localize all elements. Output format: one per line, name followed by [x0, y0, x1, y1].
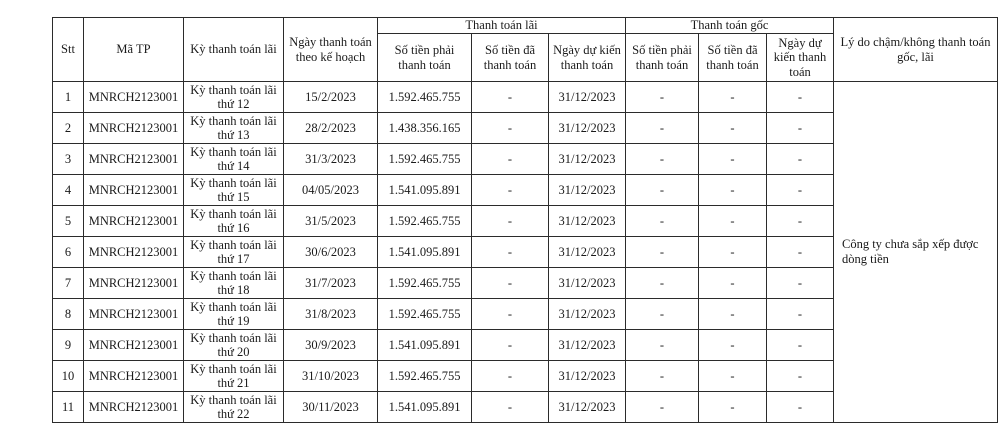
cell-goc-so-tien-da: - [699, 175, 767, 206]
cell-lai-ngay-du-kien: 31/12/2023 [549, 361, 626, 392]
cell-lai-so-tien-da: - [472, 330, 549, 361]
cell-ngay-ke-hoach: 30/6/2023 [284, 237, 378, 268]
cell-lai-ngay-du-kien: 31/12/2023 [549, 82, 626, 113]
cell-ma-tp: MNRCH2123001 [84, 330, 184, 361]
cell-lai-so-tien-phai: 1.438.356.165 [378, 113, 472, 144]
cell-goc-so-tien-phai: - [626, 361, 699, 392]
cell-ky-thanh-toan: Kỳ thanh toán lãi thứ 13 [184, 113, 284, 144]
cell-lai-ngay-du-kien: 31/12/2023 [549, 175, 626, 206]
header-ly-do: Lý do chậm/không thanh toán gốc, lãi [834, 18, 998, 82]
cell-ngay-ke-hoach: 30/9/2023 [284, 330, 378, 361]
header-lai-so-tien-phai: Số tiền phải thanh toán [378, 34, 472, 82]
cell-ngay-ke-hoach: 30/11/2023 [284, 392, 378, 423]
cell-goc-ngay-du-kien: - [767, 175, 834, 206]
cell-lai-ngay-du-kien: 31/12/2023 [549, 113, 626, 144]
cell-lai-ngay-du-kien: 31/12/2023 [549, 299, 626, 330]
cell-goc-so-tien-phai: - [626, 144, 699, 175]
cell-goc-so-tien-phai: - [626, 82, 699, 113]
cell-lai-so-tien-da: - [472, 299, 549, 330]
cell-ngay-ke-hoach: 28/2/2023 [284, 113, 378, 144]
cell-ky-thanh-toan: Kỳ thanh toán lãi thứ 14 [184, 144, 284, 175]
cell-lai-so-tien-phai: 1.592.465.755 [378, 144, 472, 175]
cell-ky-thanh-toan: Kỳ thanh toán lãi thứ 12 [184, 82, 284, 113]
cell-lai-so-tien-phai: 1.541.095.891 [378, 175, 472, 206]
cell-stt: 11 [53, 392, 84, 423]
cell-stt: 4 [53, 175, 84, 206]
cell-ky-thanh-toan: Kỳ thanh toán lãi thứ 17 [184, 237, 284, 268]
header-ma-tp: Mã TP [84, 18, 184, 82]
cell-goc-so-tien-da: - [699, 144, 767, 175]
cell-lai-so-tien-phai: 1.541.095.891 [378, 330, 472, 361]
cell-ma-tp: MNRCH2123001 [84, 144, 184, 175]
cell-lai-so-tien-phai: 1.592.465.755 [378, 268, 472, 299]
table-body [53, 82, 998, 423]
cell-lai-so-tien-phai: 1.592.465.755 [378, 206, 472, 237]
cell-goc-so-tien-da: - [699, 361, 767, 392]
cell-ngay-ke-hoach: 15/2/2023 [284, 82, 378, 113]
payment-schedule-table [52, 17, 998, 423]
cell-ma-tp: MNRCH2123001 [84, 113, 184, 144]
cell-goc-ngay-du-kien: - [767, 237, 834, 268]
cell-stt: 10 [53, 361, 84, 392]
cell-ky-thanh-toan: Kỳ thanh toán lãi thứ 22 [184, 392, 284, 423]
cell-stt: 9 [53, 330, 84, 361]
cell-stt: 5 [53, 206, 84, 237]
cell-ky-thanh-toan: Kỳ thanh toán lãi thứ 20 [184, 330, 284, 361]
cell-ngay-ke-hoach: 04/05/2023 [284, 175, 378, 206]
cell-ngay-ke-hoach: 31/3/2023 [284, 144, 378, 175]
cell-lai-ngay-du-kien: 31/12/2023 [549, 144, 626, 175]
header-ngay-ke-hoach: Ngày thanh toán theo kế hoạch [284, 18, 378, 82]
cell-lai-so-tien-da: - [472, 361, 549, 392]
cell-goc-so-tien-phai: - [626, 237, 699, 268]
cell-lai-ngay-du-kien: 31/12/2023 [549, 206, 626, 237]
cell-goc-so-tien-phai: - [626, 206, 699, 237]
header-group-thanh-toan-goc: Thanh toán gốc [626, 18, 834, 34]
header-goc-so-tien-da: Số tiền đã thanh toán [699, 34, 767, 82]
header-goc-so-tien-phai: Số tiền phải thanh toán [626, 34, 699, 82]
cell-lai-so-tien-phai: 1.541.095.891 [378, 237, 472, 268]
cell-goc-so-tien-phai: - [626, 175, 699, 206]
cell-ma-tp: MNRCH2123001 [84, 175, 184, 206]
cell-lai-so-tien-da: - [472, 392, 549, 423]
cell-lai-ngay-du-kien: 31/12/2023 [549, 237, 626, 268]
cell-lai-so-tien-da: - [472, 82, 549, 113]
cell-goc-so-tien-da: - [699, 330, 767, 361]
cell-goc-so-tien-phai: - [626, 113, 699, 144]
cell-goc-ngay-du-kien: - [767, 268, 834, 299]
cell-ky-thanh-toan: Kỳ thanh toán lãi thứ 15 [184, 175, 284, 206]
cell-lai-so-tien-da: - [472, 144, 549, 175]
cell-ma-tp: MNRCH2123001 [84, 82, 184, 113]
cell-ma-tp: MNRCH2123001 [84, 206, 184, 237]
cell-ngay-ke-hoach: 31/10/2023 [284, 361, 378, 392]
cell-goc-so-tien-phai: - [626, 392, 699, 423]
cell-lai-so-tien-phai: 1.592.465.755 [378, 361, 472, 392]
cell-goc-ngay-du-kien: - [767, 206, 834, 237]
cell-lai-so-tien-phai: 1.592.465.755 [378, 82, 472, 113]
header-group-thanh-toan-lai: Thanh toán lãi [378, 18, 626, 34]
payment-schedule-document [52, 17, 998, 423]
cell-goc-so-tien-da: - [699, 82, 767, 113]
cell-goc-so-tien-da: - [699, 206, 767, 237]
cell-goc-ngay-du-kien: - [767, 330, 834, 361]
cell-ly-do: Công ty chưa sắp xếp được dòng tiền [834, 82, 998, 423]
cell-goc-so-tien-da: - [699, 113, 767, 144]
header-goc-ngay-du-kien: Ngày dự kiến thanh toán [767, 34, 834, 82]
table-header [53, 18, 998, 82]
header-stt: Stt [53, 18, 84, 82]
cell-ngay-ke-hoach: 31/7/2023 [284, 268, 378, 299]
cell-goc-ngay-du-kien: - [767, 144, 834, 175]
cell-lai-so-tien-da: - [472, 113, 549, 144]
cell-goc-so-tien-da: - [699, 268, 767, 299]
cell-ky-thanh-toan: Kỳ thanh toán lãi thứ 16 [184, 206, 284, 237]
cell-goc-ngay-du-kien: - [767, 392, 834, 423]
cell-lai-ngay-du-kien: 31/12/2023 [549, 330, 626, 361]
cell-stt: 3 [53, 144, 84, 175]
cell-goc-ngay-du-kien: - [767, 299, 834, 330]
cell-lai-so-tien-da: - [472, 268, 549, 299]
header-lai-so-tien-da: Số tiền đã thanh toán [472, 34, 549, 82]
cell-goc-ngay-du-kien: - [767, 82, 834, 113]
cell-goc-ngay-du-kien: - [767, 361, 834, 392]
header-ky-thanh-toan: Kỳ thanh toán lãi [184, 18, 284, 82]
cell-ngay-ke-hoach: 31/5/2023 [284, 206, 378, 237]
cell-goc-so-tien-da: - [699, 392, 767, 423]
cell-goc-so-tien-phai: - [626, 299, 699, 330]
cell-goc-so-tien-da: - [699, 299, 767, 330]
cell-ky-thanh-toan: Kỳ thanh toán lãi thứ 18 [184, 268, 284, 299]
cell-lai-ngay-du-kien: 31/12/2023 [549, 268, 626, 299]
cell-ma-tp: MNRCH2123001 [84, 392, 184, 423]
cell-goc-so-tien-phai: - [626, 268, 699, 299]
cell-ky-thanh-toan: Kỳ thanh toán lãi thứ 21 [184, 361, 284, 392]
cell-lai-so-tien-da: - [472, 175, 549, 206]
cell-lai-so-tien-phai: 1.592.465.755 [378, 299, 472, 330]
cell-ma-tp: MNRCH2123001 [84, 237, 184, 268]
cell-ma-tp: MNRCH2123001 [84, 268, 184, 299]
cell-lai-so-tien-da: - [472, 206, 549, 237]
cell-stt: 7 [53, 268, 84, 299]
cell-stt: 2 [53, 113, 84, 144]
cell-goc-ngay-du-kien: - [767, 113, 834, 144]
header-lai-ngay-du-kien: Ngày dự kiến thanh toán [549, 34, 626, 82]
cell-goc-so-tien-phai: - [626, 330, 699, 361]
table-row [53, 82, 998, 113]
cell-goc-so-tien-da: - [699, 237, 767, 268]
cell-ky-thanh-toan: Kỳ thanh toán lãi thứ 19 [184, 299, 284, 330]
cell-stt: 8 [53, 299, 84, 330]
cell-ma-tp: MNRCH2123001 [84, 361, 184, 392]
cell-stt: 6 [53, 237, 84, 268]
cell-lai-ngay-du-kien: 31/12/2023 [549, 392, 626, 423]
cell-ma-tp: MNRCH2123001 [84, 299, 184, 330]
cell-lai-so-tien-phai: 1.541.095.891 [378, 392, 472, 423]
cell-stt: 1 [53, 82, 84, 113]
cell-lai-so-tien-da: - [472, 237, 549, 268]
cell-ngay-ke-hoach: 31/8/2023 [284, 299, 378, 330]
